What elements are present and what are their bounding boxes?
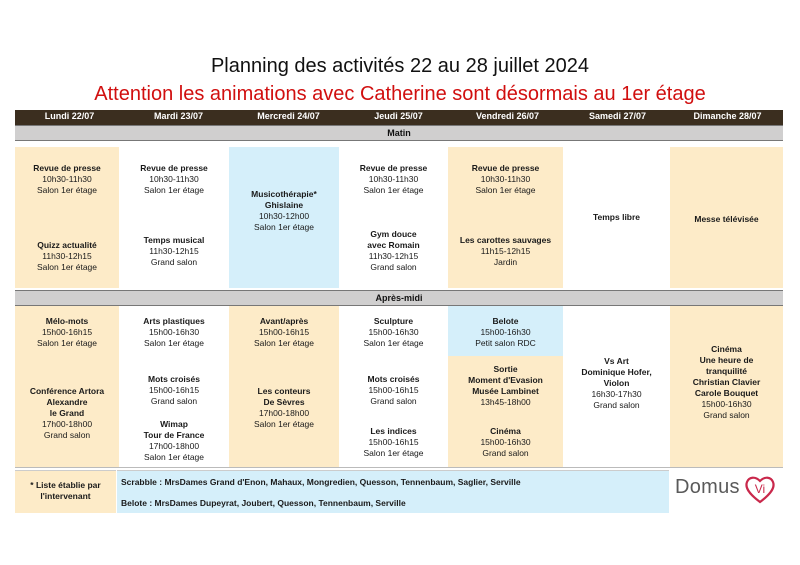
activity-cell [448, 364, 563, 408]
activity-cell [119, 163, 229, 196]
friday-belote-block [448, 306, 563, 356]
activity-name: Mots croisés [148, 374, 200, 384]
participants-cell [117, 470, 669, 513]
activity-name: Sortie [493, 364, 518, 374]
activity-place: Salon 1er étage [253, 419, 315, 429]
activity-name: Wimap [160, 419, 188, 429]
activity-name: tranquilité [705, 366, 748, 376]
activity-name: Temps libre [592, 212, 641, 222]
activity-time: 17h00-18h00 [258, 408, 310, 418]
activity-cell [339, 374, 448, 407]
activity-cell [119, 419, 229, 463]
activity-cell [15, 163, 119, 196]
activity-time: 15h00-16h30 [368, 327, 419, 337]
activity-name: Musée Lambinet [472, 386, 539, 396]
activity-place: Grand salon [150, 396, 198, 406]
activity-cell [670, 214, 783, 225]
activity-name: Avant/après [259, 316, 309, 326]
activity-time: 15h00-16h15 [368, 437, 419, 447]
activity-name: Carole Bouquet [694, 388, 759, 398]
day-header-wednesday: Mercredi 24/07 [257, 111, 320, 121]
activity-name: Quizz actualité [37, 240, 97, 250]
activity-time: 15h00-16h30 [148, 327, 200, 337]
activity-time: 11h30-12h15 [149, 246, 199, 256]
activity-cell [15, 316, 119, 349]
belote-participants: Belote : MrsDames Dupeyrat, Joubert, Quesson, Tennenbaum, Serville [121, 498, 406, 508]
scrabble-participants: Scrabble : MrsDames Grand d'Enon, Mahaux, Mongredien, Quesson, Tennenbaum, Saglier, Serville [121, 477, 521, 487]
logo-letter: Vi [754, 482, 766, 496]
activity-name: Alexandre [46, 397, 88, 407]
activity-cell [229, 386, 339, 430]
domusvi-logo [675, 476, 740, 499]
activity-place: Salon 1er étage [363, 448, 424, 458]
activity-name: le Grand [49, 408, 85, 418]
afternoon-thursday [339, 306, 448, 467]
morning-tuesday [119, 147, 229, 288]
day-header-sunday: Dimanche 28/07 [693, 111, 762, 121]
activity-time: 10h30-11h30 [368, 174, 419, 184]
activity-cell [339, 316, 448, 349]
activity-time: 15h00-16h15 [258, 327, 310, 337]
activity-cell [448, 426, 563, 459]
activity-cell [563, 356, 670, 411]
activity-time: 15h00-16h30 [480, 437, 531, 447]
activity-time: 11h30-12h15 [368, 251, 419, 261]
logo-text: Domus [675, 476, 740, 498]
activity-name: Ghislaine [264, 200, 304, 210]
activity-place: Petit salon RDC [475, 338, 536, 348]
activity-cell [670, 344, 783, 421]
activity-place: Grand salon [150, 257, 198, 267]
table-divider [15, 467, 783, 468]
activity-place: Grand salon [482, 448, 529, 458]
activity-time: 10h30-11h30 [42, 174, 92, 184]
activity-place: Salon 1er étage [143, 452, 205, 462]
morning-saturday [563, 147, 670, 288]
activity-name: Moment d'Evasion [468, 375, 543, 385]
activity-name: Mélo-mots [45, 316, 89, 326]
activity-time: 13h45-18h00 [480, 397, 531, 407]
morning-monday [15, 147, 119, 288]
activity-time: 16h30-17h30 [591, 389, 642, 399]
afternoon-tuesday [119, 306, 229, 467]
day-header-friday: Vendredi 26/07 [475, 111, 540, 121]
activity-time: 17h00-18h00 [148, 441, 200, 451]
activity-cell [339, 163, 448, 196]
activity-name: Une heure de [699, 355, 754, 365]
activity-name: Sculpture [373, 316, 414, 326]
afternoon-friday [448, 306, 563, 467]
morning-thursday [339, 147, 448, 288]
friday-outing-block [448, 356, 563, 467]
activity-place: Salon 1er étage [36, 338, 98, 348]
activity-cell [448, 235, 563, 268]
day-header-saturday: Samedi 27/07 [588, 111, 647, 121]
activity-time: 11h30-12h15 [42, 251, 92, 261]
activity-place: Grand salon [703, 410, 750, 420]
activity-cell [448, 163, 563, 196]
activity-cell [119, 374, 229, 407]
morning-band: Matin [15, 125, 783, 141]
activity-place: Salon 1er étage [253, 222, 315, 232]
activity-name: Revue de presse [359, 163, 428, 173]
activity-cell [229, 189, 339, 233]
activity-name: Revue de presse [33, 163, 101, 173]
page-subtitle: Attention les animations avec Catherine sont désormais au 1er étage [94, 83, 706, 105]
footnote-line: l'intervenant [40, 491, 91, 501]
activity-place: Jardin [493, 257, 518, 267]
morning-wednesday [229, 147, 339, 288]
afternoon-monday [15, 306, 119, 467]
activity-cell [448, 316, 563, 349]
activity-name: Temps musical [143, 235, 205, 245]
heart-logo-icon [744, 474, 776, 504]
activity-place: Salon 1er étage [475, 185, 536, 195]
activity-name: Les indices [370, 426, 417, 436]
activity-place: Salon 1er étage [143, 338, 205, 348]
footnote-line: * Liste établie par [30, 480, 101, 490]
activity-time: 10h30-11h30 [480, 174, 531, 184]
activity-name: Les conteurs [257, 386, 311, 396]
activity-name: Violon [603, 378, 630, 388]
activity-time: 15h00-16h15 [41, 327, 93, 337]
activity-name: Musicothérapie* [251, 189, 317, 199]
activity-name: Arts plastiques [143, 316, 205, 326]
activity-name: Revue de presse [471, 163, 540, 173]
activity-time: 11h15-12h15 [480, 246, 531, 256]
activity-place: Salon 1er étage [363, 338, 424, 348]
activity-place: Grand salon [43, 430, 91, 440]
activity-name: Messe télévisée [694, 214, 759, 224]
morning-sunday [670, 147, 783, 288]
activity-name: Dominique Hofer, [581, 367, 652, 377]
activity-cell [339, 426, 448, 459]
activity-name: avec Romain [367, 240, 420, 250]
activity-place: Grand salon [370, 262, 417, 272]
activity-cell [119, 235, 229, 268]
activity-place: Salon 1er étage [36, 262, 98, 272]
activity-cell [15, 386, 119, 441]
activity-name: Revue de presse [140, 163, 208, 173]
activity-cell [563, 212, 670, 223]
activity-time: 15h00-16h30 [701, 399, 752, 409]
activity-name: Gym douce [370, 229, 417, 239]
activity-place: Salon 1er étage [36, 185, 98, 195]
activity-place: Salon 1er étage [363, 185, 424, 195]
activity-time: 15h00-16h15 [368, 385, 419, 395]
activity-name: Les carottes sauvages [459, 235, 552, 245]
afternoon-sunday [670, 306, 783, 467]
activity-time: 10h30-12h00 [258, 211, 310, 221]
activity-name: Vs Art [604, 356, 629, 366]
activity-cell [339, 229, 448, 273]
activity-place: Salon 1er étage [253, 338, 315, 348]
activity-name: Belote [492, 316, 519, 326]
activity-time: 10h30-11h30 [149, 174, 199, 184]
activity-time: 15h00-16h30 [480, 327, 531, 337]
activity-place: Grand salon [370, 396, 417, 406]
activity-place: Salon 1er étage [143, 185, 205, 195]
activity-name: De Sèvres [263, 397, 305, 407]
afternoon-saturday [563, 306, 670, 467]
activity-time: 17h00-18h00 [41, 419, 93, 429]
activity-name: Cinéma [490, 426, 521, 436]
footnote-text [15, 480, 116, 502]
day-header-tuesday: Mardi 23/07 [153, 111, 204, 121]
activity-cell [15, 240, 119, 273]
activity-place: Grand salon [593, 400, 640, 410]
day-header-monday: Lundi 22/07 [44, 111, 95, 121]
footnote-cell [15, 470, 116, 513]
page-title: Planning des activités 22 au 28 juillet 2024 [210, 55, 590, 77]
day-header-row [15, 110, 783, 125]
activity-cell [119, 316, 229, 349]
afternoon-band: Après-midi [15, 290, 783, 306]
morning-friday [448, 147, 563, 288]
day-header-thursday: Jeudi 25/07 [374, 111, 423, 121]
activity-name: Mots croisés [367, 374, 420, 384]
afternoon-wednesday [229, 306, 339, 467]
activity-cell [229, 316, 339, 349]
activity-time: 15h00-16h15 [148, 385, 200, 395]
activity-name: Conférence Artora [29, 386, 105, 396]
activity-name: Christian Clavier [692, 377, 761, 387]
activity-name: Tour de France [143, 430, 205, 440]
activity-name: Cinéma [711, 344, 742, 354]
